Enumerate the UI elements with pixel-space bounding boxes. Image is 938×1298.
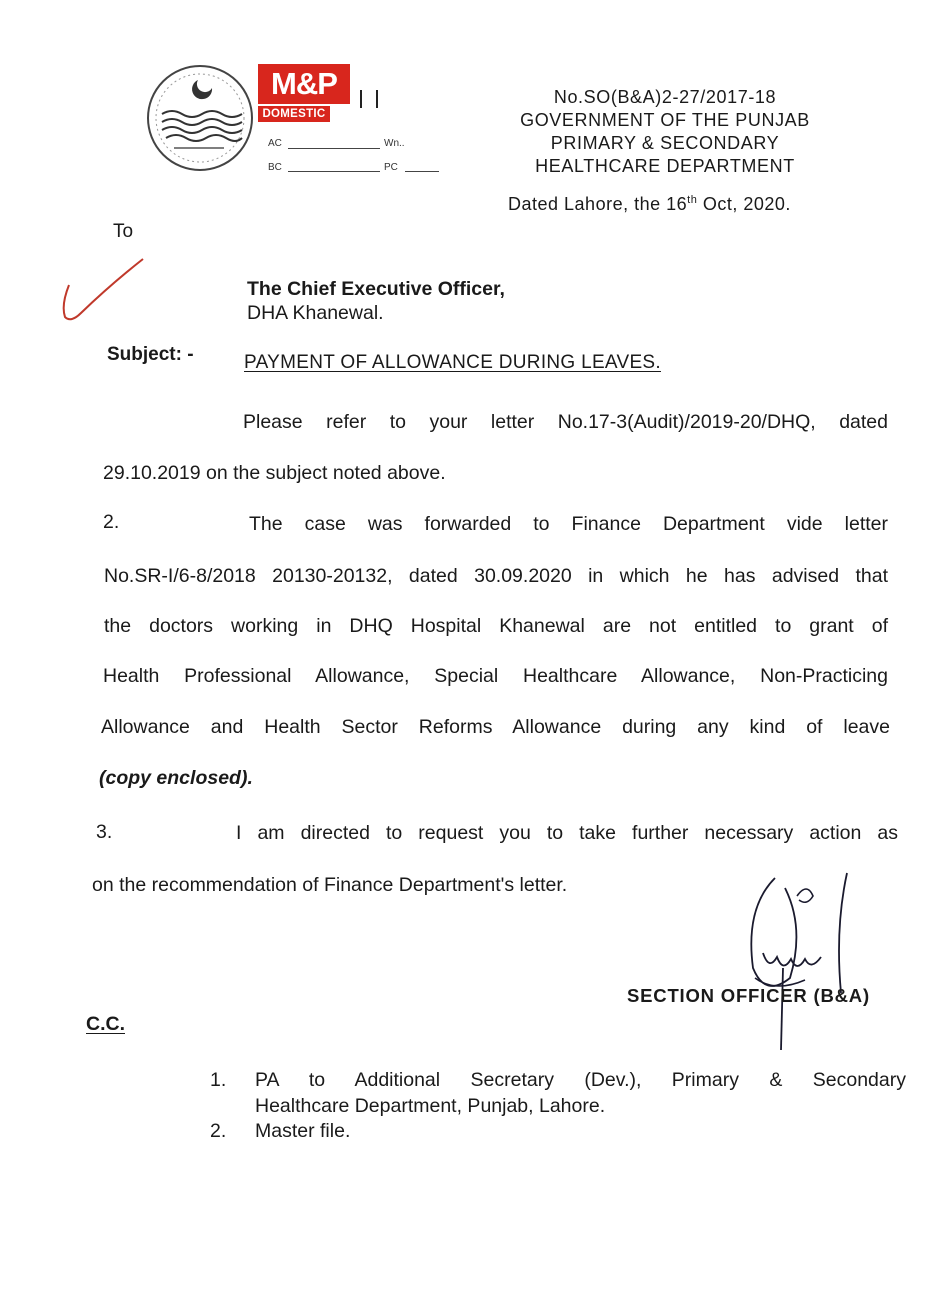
brand-logo: M&P	[258, 64, 350, 104]
header-department-line2: HEALTHCARE DEPARTMENT	[535, 156, 795, 176]
para2-line1: The case was forwarded to Finance Department vide letter	[249, 513, 888, 535]
date-prefix: Dated Lahore, the 16	[508, 194, 688, 214]
reference-number: No.SO(B&A)2-27/2017-18	[553, 87, 777, 107]
to-label: To	[113, 221, 134, 242]
handwritten-signature	[735, 868, 865, 1053]
addressee-location: DHA Khanewal.	[247, 302, 384, 324]
barcode-icon	[360, 90, 378, 108]
letter-header	[490, 86, 840, 178]
addressee-title: The Chief Executive Officer,	[247, 278, 505, 300]
para2-line3: the doctors working in DHQ Hospital Khanewal are not entitled to grant of	[104, 615, 888, 637]
para2-line4: Health Professional Allowance, Special Healthcare Allowance, Non-Practicing	[103, 665, 888, 687]
cc-item-2-line1: Master file.	[255, 1120, 351, 1142]
stamp-ac-line	[288, 148, 380, 149]
stamp-pc-label: PC	[384, 162, 398, 173]
stamp-pc-line	[405, 171, 439, 172]
cc-item-1-number: 1.	[210, 1069, 227, 1091]
stamp-bc-label: BC	[268, 162, 282, 173]
para2-line5: Allowance and Health Sector Reforms Allowance during any kind of leave	[101, 716, 890, 738]
date-suffix: Oct, 2020.	[697, 194, 791, 214]
date-suffix-sup: th	[687, 194, 698, 206]
cc-item-1-line2: Healthcare Department, Punjab, Lahore.	[255, 1095, 606, 1117]
header-government: GOVERNMENT OF THE PUNJAB	[520, 110, 810, 130]
cc-item-1-line1: PA to Additional Secretary (Dev.), Primary & Secondary	[255, 1069, 906, 1091]
copy-enclosed-note: (copy enclosed).	[99, 767, 253, 789]
para3-line1: I am directed to request you to take further necessary action as	[236, 822, 898, 844]
para1-line2: 29.10.2019 on the subject noted above.	[103, 462, 446, 484]
header-department-line1: PRIMARY & SECONDARY	[550, 133, 780, 153]
signatory-title: SECTION OFFICER (B&A)	[627, 985, 870, 1006]
para3-line2: on the recommendation of Finance Department's letter.	[92, 874, 568, 896]
para1-line1: Please refer to your letter No.17-3(Audit)/2019-20/DHQ, dated	[243, 411, 888, 433]
brand-sub-logo: DOMESTIC	[258, 106, 330, 122]
subject-label: Subject: -	[107, 344, 194, 365]
date-line	[508, 194, 791, 215]
cc-label: C.C.	[86, 1013, 125, 1035]
subject-text: PAYMENT OF ALLOWANCE DURING LEAVES.	[244, 352, 661, 373]
addressee-block	[247, 277, 505, 325]
para2-number: 2.	[103, 511, 120, 533]
stamp-bc-line	[288, 171, 380, 172]
checkmark-icon	[55, 255, 150, 325]
para3-number: 3.	[96, 821, 113, 843]
punjab-emblem-icon	[140, 58, 260, 178]
para2-line2: No.SR-I/6-8/2018 20130-20132, dated 30.09.2020 in which he has advised that	[104, 565, 888, 587]
cc-item-2-number: 2.	[210, 1120, 227, 1142]
stamp-wn-label: Wn..	[384, 138, 405, 149]
stamp-ac-label: AC	[268, 138, 282, 149]
